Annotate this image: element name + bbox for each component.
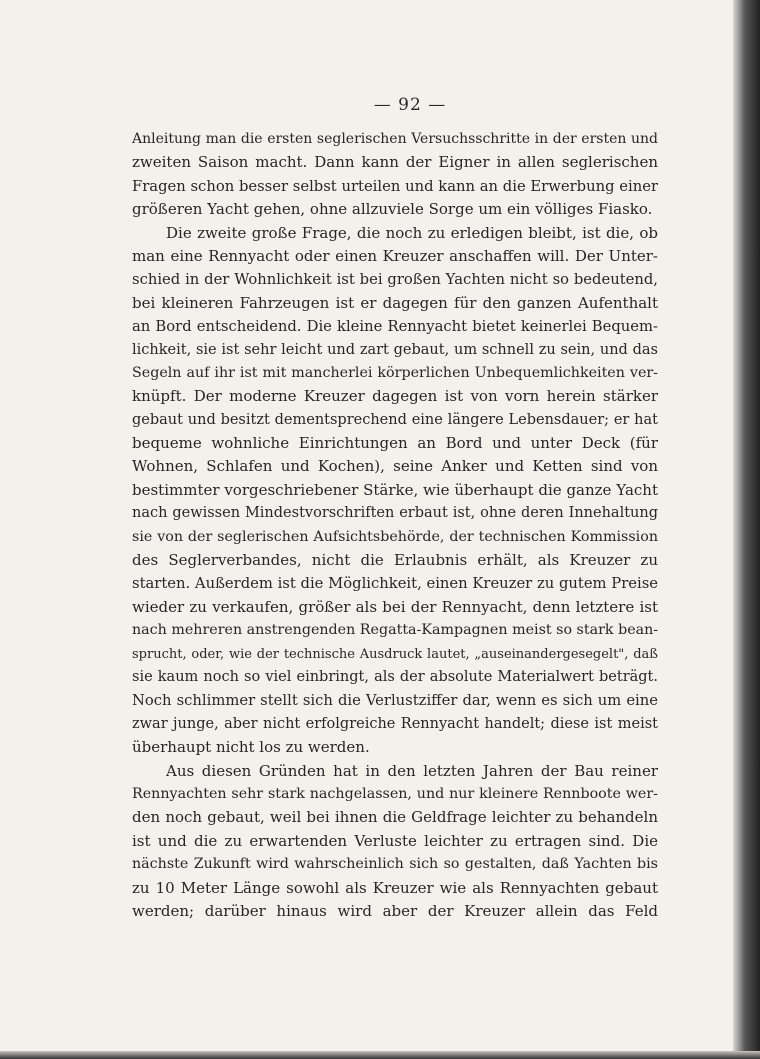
- text-line: Noch schlimmer stellt sich die Verlustziffer dar, wenn es sich um eine: [132, 692, 658, 710]
- text-line: des Seglerverbandes, nicht die Erlaubnis erhält, als Kreuzer zu: [132, 551, 658, 570]
- page-number: — 92 —: [373, 95, 447, 115]
- text-line: Wohnen, Schlafen und Kochen), seine Anker und Ketten sind von: [132, 457, 658, 476]
- text-line: Aus diesen Gründen hat in den letzten Jahren der Bau reiner: [166, 761, 658, 780]
- text-line: gebaut und besitzt dementsprechend eine längere Lebensdauer; er hat: [132, 411, 658, 428]
- text-line: nach gewissen Mindestvorschriften erbaut ist, ohne deren Innehaltung: [132, 505, 658, 522]
- body-text: [132, 128, 658, 923]
- text-line: wieder zu verkaufen, größer als bei der Rennyacht, denn letztere ist: [132, 597, 658, 616]
- text-line: nach mehreren anstrengenden Regatta-Kampagnen meist so stark bean-: [132, 622, 658, 639]
- text-line: starten. Außerdem ist die Möglichkeit, einen Kreuzer zu gutem Preise: [132, 575, 658, 593]
- text-line: nächste Zukunft wird wahrscheinlich sich so gestalten, daß Yachten bis: [132, 856, 658, 873]
- text-line: ist und die zu erwartenden Verluste leichter zu ertragen sind. Die: [132, 831, 658, 850]
- page-edge-shadow: [733, 0, 760, 1059]
- text-line: überhaupt nicht los zu werden.: [132, 738, 370, 757]
- text-line: an Bord entscheidend. Die kleine Rennyacht bietet keinerlei Bequem-: [132, 318, 658, 336]
- text-line: Fragen schon besser selbst urteilen und kann an die Erwerbung einer: [132, 177, 658, 195]
- text-line: sprucht, oder, wie der technische Ausdruck lautet, „auseinandergesegelt", daß: [132, 646, 658, 662]
- text-line: sie von der seglerischen Aufsichtsbehörde, der technischen Kommission: [132, 528, 658, 545]
- text-line: man eine Rennyacht oder einen Kreuzer anschaffen will. Der Unter-: [132, 246, 658, 265]
- text-line: zu 10 Meter Länge sowohl als Kreuzer wie als Rennyachten gebaut: [132, 878, 658, 897]
- text-line: werden; darüber hinaus wird aber der Kreuzer allein das Feld: [132, 901, 658, 920]
- text-line: schied in der Wohnlichkeit ist bei großen Yachten nicht so bedeutend,: [132, 271, 658, 289]
- text-line: größeren Yacht gehen, ohne allzuviele Sorge um ein völliges Fiasko.: [132, 200, 653, 219]
- text-line: zwar junge, aber nicht erfolgreiche Rennyacht handelt; diese ist meist: [132, 715, 658, 732]
- text-line: bei kleineren Fahrzeugen ist er dagegen für den ganzen Aufenthalt: [132, 293, 658, 312]
- text-line: lichkeit, sie ist sehr leicht und zart gebaut, um schnell zu sein, und das: [132, 341, 658, 358]
- text-line: Segeln auf ihr ist mit mancherlei körperlichen Unbequemlichkeiten ver-: [132, 364, 658, 381]
- text-line: bestimmter vorgeschriebener Stärke, wie überhaupt die ganze Yacht: [132, 480, 658, 499]
- text-line: knüpft. Der moderne Kreuzer dagegen ist von vorn herein stärker: [132, 387, 658, 406]
- text-line: Die zweite große Frage, die noch zu erledigen bleibt, ist die, ob: [166, 223, 658, 242]
- text-line: zweiten Saison macht. Dann kann der Eigner in allen seglerischen: [132, 153, 658, 172]
- text-line: Rennyachten sehr stark nachgelassen, und nur kleinere Rennboote wer-: [132, 785, 658, 802]
- text-line: den noch gebaut, weil bei ihnen die Geldfrage leichter zu behandeln: [132, 808, 658, 827]
- text-line: Anleitung man die ersten seglerischen Versuchsschritte in der ersten und: [132, 131, 658, 147]
- text-line: bequeme wohnliche Einrichtungen an Bord und unter Deck (für: [132, 434, 658, 453]
- page-bottom-edge: [0, 1051, 760, 1059]
- text-line: sie kaum noch so viel einbringt, als der absolute Materialwert beträgt.: [132, 668, 658, 685]
